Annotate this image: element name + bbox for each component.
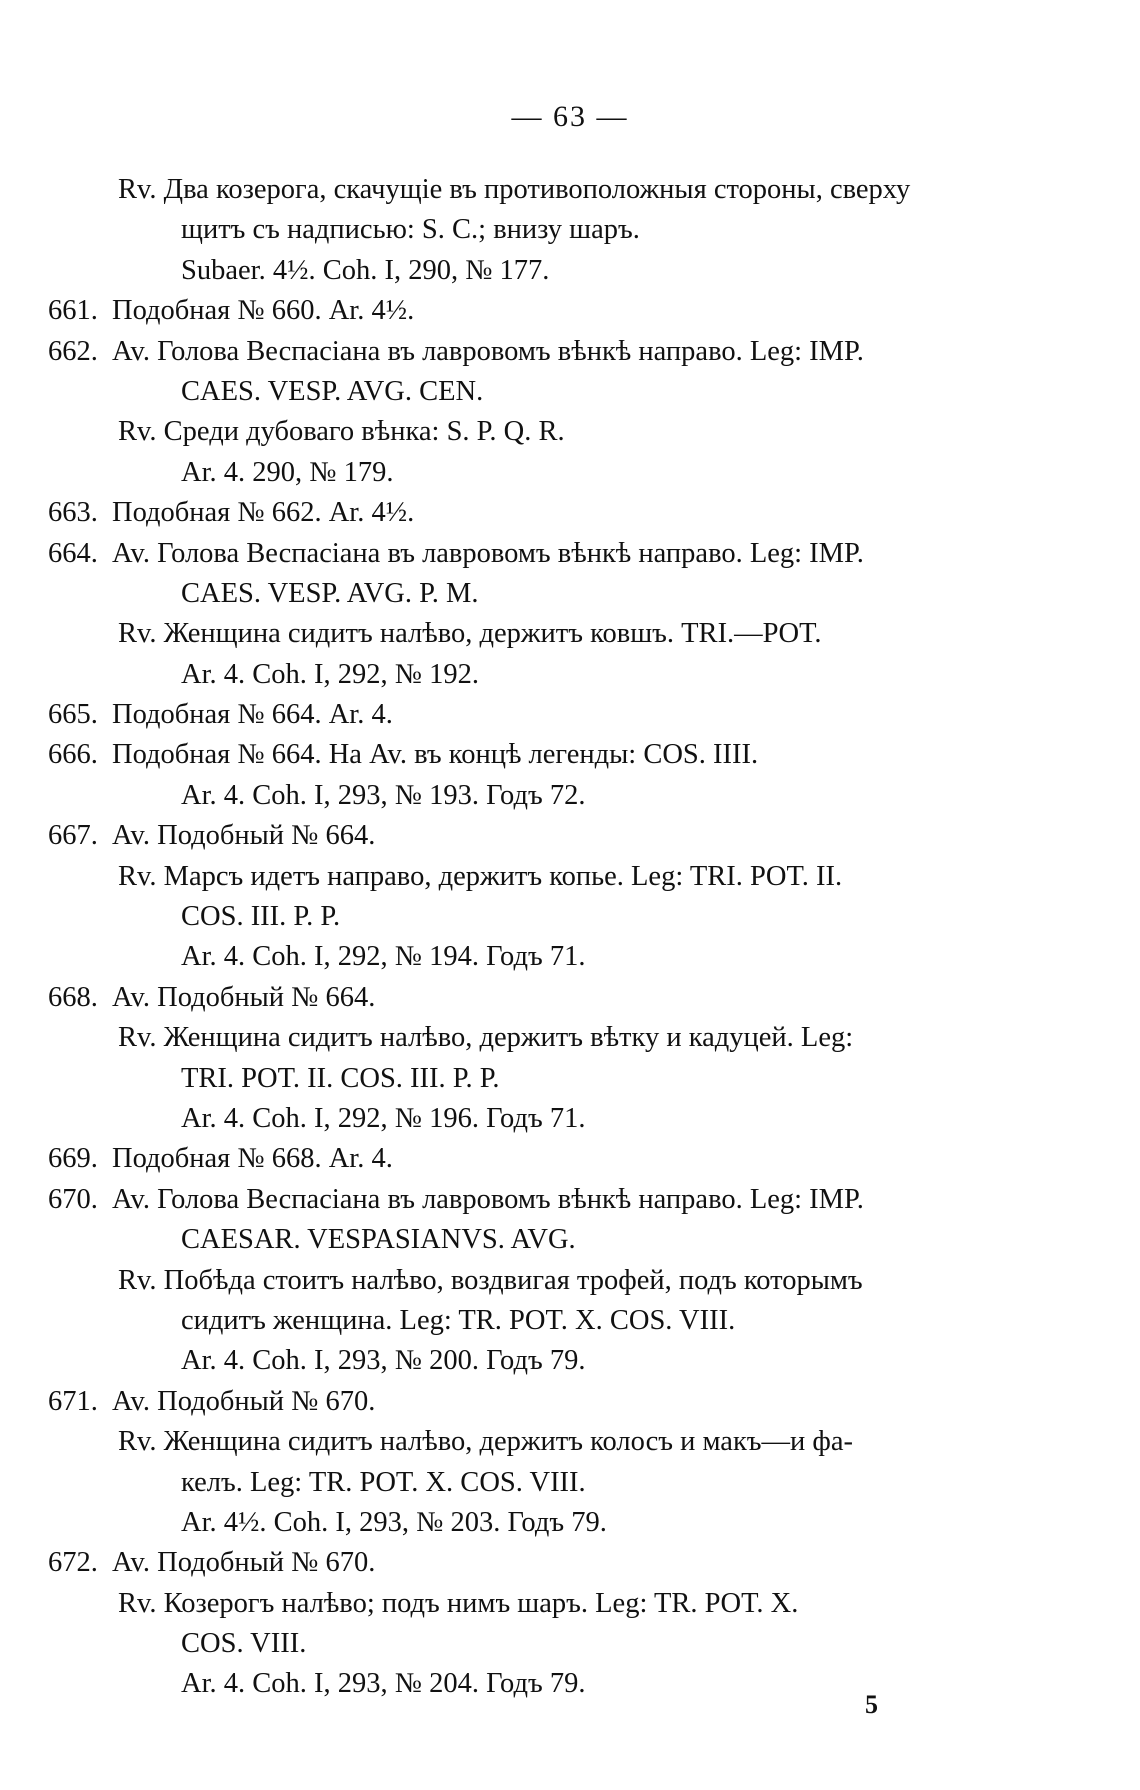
page-number: — 63 — [511, 100, 629, 133]
text-line [48, 1503, 968, 1543]
entry-number: 671. [48, 1385, 98, 1417]
entry-line [48, 1543, 968, 1583]
entry-line [48, 493, 968, 533]
entry-number: 668. [48, 981, 98, 1013]
line-text: Подобная № 664. Ar. 4. [112, 699, 393, 731]
line-text: Rv. Женщина сидитъ налѣво, держитъ ковшъ. TRI.—POT. [118, 618, 822, 650]
line-text: COS. III. P. P. [181, 901, 341, 933]
line-text: COS. VIII. [181, 1628, 307, 1660]
line-text: Rv. Женщина сидитъ налѣво, держитъ колосъ и макъ—и фа- [118, 1426, 854, 1458]
text-line [48, 1422, 968, 1462]
text-line [48, 1341, 968, 1381]
line-text: сидитъ женщина. Leg: TR. POT. X. COS. VIII. [181, 1304, 736, 1336]
line-text: CAES. VESP. AVG. CEN. [181, 375, 484, 407]
text-line [48, 170, 968, 210]
entry-line [48, 1382, 968, 1422]
entry-line [48, 1180, 968, 1220]
line-text: Subaer. 4½. Coh. I, 290, № 177. [181, 254, 550, 286]
line-text: Ar. 4. Coh. I, 293, № 204. Годъ 79. [181, 1668, 586, 1700]
text-line [48, 776, 968, 816]
entry-number: 666. [48, 739, 98, 771]
entry-number: 672. [48, 1547, 98, 1579]
line-text: Rv. Два козерога, скачущіе въ противоположныя стороны, сверху [118, 174, 911, 205]
entry-line [48, 534, 968, 574]
line-text: Ar. 4. 290, № 179. [181, 456, 394, 488]
line-text: TRI. POT. II. COS. III. P. P. [181, 1062, 500, 1094]
line-text: Av. Подобный № 670. [112, 1385, 376, 1417]
line-text: Ar. 4. Coh. I, 293, № 193. Годъ 72. [181, 779, 586, 811]
signature-mark: 5 [865, 1690, 878, 1719]
text-line [48, 1261, 968, 1301]
text-line [48, 1624, 968, 1664]
line-text: Rv. Марсъ идетъ направо, держитъ копье. Leg: TRI. POT. II. [118, 860, 843, 892]
text-line [48, 453, 968, 493]
line-text: Ar. 4. Coh. I, 292, № 194. Годъ 71. [181, 941, 586, 973]
entry-number: 669. [48, 1143, 98, 1175]
text-line [48, 1018, 968, 1058]
entry-line [48, 291, 968, 331]
entry-number: 665. [48, 699, 98, 731]
line-text: Подобная № 660. Ar. 4½. [112, 295, 415, 327]
text-line [48, 614, 968, 654]
line-text: Ar. 4. Coh. I, 293, № 200. Годъ 79. [181, 1345, 586, 1377]
line-text: келъ. Leg: TR. POT. X. COS. VIII. [181, 1466, 586, 1498]
text-line [48, 857, 968, 897]
entry-line [48, 695, 968, 735]
line-text: Подобная № 668. Ar. 4. [112, 1143, 393, 1175]
line-text: CAES. VESP. AVG. P. M. [181, 577, 479, 609]
text-line [48, 1099, 968, 1139]
line-text: Av. Подобный № 664. [112, 981, 376, 1013]
text-line [48, 1220, 968, 1260]
text-line [48, 1059, 968, 1099]
text-line [48, 1463, 968, 1503]
line-text: Av. Подобный № 664. [112, 820, 376, 852]
line-text: Подобная № 664. На Av. въ концѣ легенды: COS. IIII. [112, 739, 759, 771]
line-text: Ar. 4. Coh. I, 292, № 196. Годъ 71. [181, 1102, 586, 1134]
entry-number: 663. [48, 497, 98, 529]
line-text: Подобная № 662. Ar. 4½. [112, 497, 415, 529]
text-line [48, 937, 968, 977]
entry-line [48, 978, 968, 1018]
entry-line [48, 816, 968, 856]
line-text: Av. Голова Веспасіана въ лавровомъ вѣнкѣ направо. Leg: IMP. [112, 1183, 864, 1215]
line-text: Ar. 4. Coh. I, 292, № 192. [181, 658, 479, 690]
entry-number: 664. [48, 537, 98, 569]
line-text: Ar. 4½. Coh. I, 293, № 203. Годъ 79. [181, 1506, 607, 1538]
entry-line [48, 332, 968, 372]
text-line [48, 574, 968, 614]
text-line [48, 210, 968, 250]
line-text: Rv. Среди дубоваго вѣнка: S. P. Q. R. [118, 416, 565, 448]
line-text: Rv. Женщина сидитъ налѣво, держитъ вѣтку и кадуцей. Leg: [118, 1022, 854, 1054]
line-text: CAESAR. VESPASIANVS. AVG. [181, 1224, 576, 1256]
entry-number: 670. [48, 1183, 98, 1215]
entry-number: 662. [48, 335, 98, 367]
line-text: Av. Подобный № 670. [112, 1547, 376, 1579]
line-text: Rv. Козерогъ налѣво; подъ нимъ шаръ. Leg: TR. POT. X. [118, 1587, 799, 1619]
text-line [48, 372, 968, 412]
line-text: Av. Голова Веспасіана въ лавровомъ вѣнкѣ направо. Leg: IMP. [112, 537, 864, 569]
text-line [48, 897, 968, 937]
text-line [48, 655, 968, 695]
line-text: Rv. Побѣда стоитъ налѣво, воздвигая трофей, подъ которымъ [118, 1264, 863, 1296]
text-line [48, 1664, 968, 1704]
line-text: Av. Голова Веспасіана въ лавровомъ вѣнкѣ направо. Leg: IMP. [112, 335, 864, 367]
text-line [48, 251, 968, 291]
entry-number: 667. [48, 820, 98, 852]
line-text: щитъ съ надписью: S. C.; внизу шаръ. [181, 214, 640, 246]
text-line [48, 412, 968, 452]
document-body [48, 170, 968, 1705]
text-line [48, 1584, 968, 1624]
text-line [48, 1301, 968, 1341]
entry-number: 661. [48, 295, 98, 327]
entry-line [48, 735, 968, 775]
entry-line [48, 1139, 968, 1179]
